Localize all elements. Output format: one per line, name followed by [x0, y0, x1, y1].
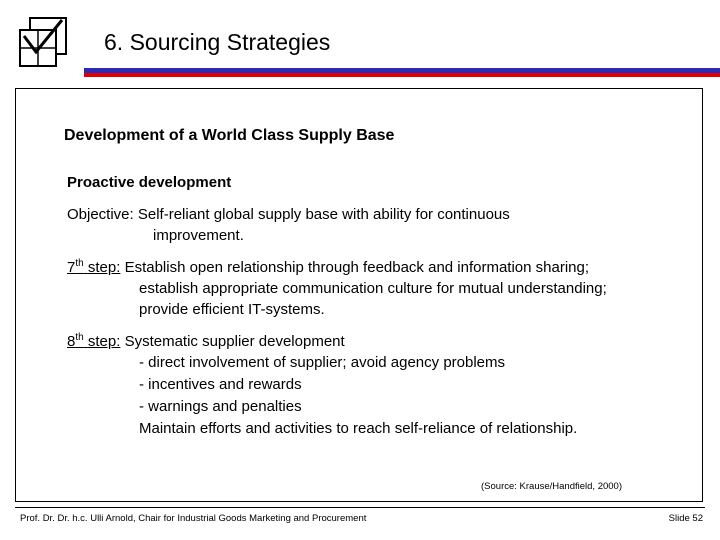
- step8-text-1: Systematic supplier development: [124, 333, 345, 350]
- checklist-logo-icon: [16, 12, 72, 68]
- content-subheading: Proactive development: [67, 174, 232, 191]
- list-item: - incentives and rewards: [139, 376, 302, 393]
- objective-line-1: [67, 205, 510, 224]
- slide-title: 6. Sourcing Strategies: [104, 29, 331, 55]
- step8-line-1: [67, 332, 345, 351]
- list-item: - warnings and penalties: [139, 398, 302, 415]
- content-heading: Development of a World Class Supply Base: [64, 127, 395, 144]
- step7-line-3: provide efficient IT-systems.: [139, 301, 325, 318]
- step7-line-2: establish appropriate communication culture for mutual understanding;: [139, 280, 607, 297]
- header-rule-red: [84, 73, 720, 77]
- source-citation: (Source: Krause/Handfield, 2000): [481, 481, 622, 492]
- step7-text-1: Establish open relationship through feedback and information sharing;: [124, 259, 590, 276]
- step7-line-1: [67, 258, 589, 277]
- list-item: Maintain efforts and activities to reach self-reliance of relationship.: [139, 420, 578, 437]
- objective-label: Objective:: [67, 206, 134, 223]
- list-item: - direct involvement of supplier; avoid agency problems: [139, 354, 506, 371]
- objective-text-1: Self-reliant global supply base with ability for continuous: [137, 206, 510, 223]
- step8-label: 8th step:: [67, 332, 121, 350]
- footer-author: Prof. Dr. Dr. h.c. Ulli Arnold, Chair for Industrial Goods Marketing and Procurement: [20, 513, 367, 524]
- step7-label: 7th step:: [67, 258, 121, 276]
- footer-rule: [15, 507, 705, 508]
- slide-number: Slide 52: [668, 513, 703, 524]
- objective-line-2: improvement.: [153, 227, 244, 244]
